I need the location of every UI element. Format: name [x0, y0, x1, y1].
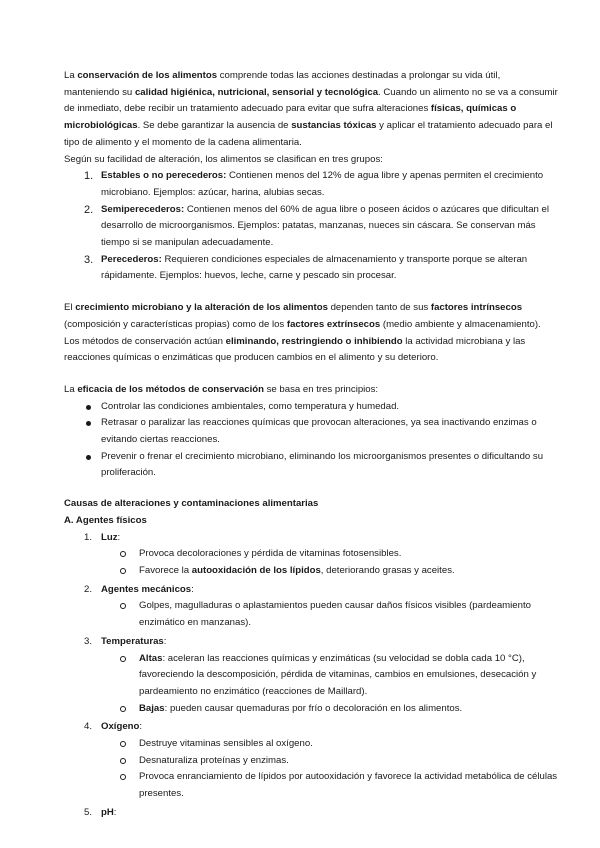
- growth-paragraph: El crecimiento microbiano y la alteración de los alimentos dependen tanto de sus factores intrínsecos (composición y características propias) como de los factores extrínsecos (medio ambiente y almacenamiento). Los métodos de conservación actúan eliminando, restringiendo o inhibiendo la actividad microbiana y las reacciones químicas o enzimáticas que producen cambios en el alimento y su deterioro.: [64, 302, 541, 364]
- effect-item: Bajas: pueden causar quemaduras por frío o decoloración en los alimentos.: [64, 701, 558, 718]
- principles-list: [64, 399, 558, 483]
- effect-item: Desnaturaliza proteínas y enzimas.: [64, 753, 558, 770]
- oxygen-effects: [64, 736, 558, 803]
- principle-item: Retrasar o paralizar las reacciones químicas que provocan alteraciones, ya sea inactivando enzimas o evitando ciertas reacciones.: [64, 415, 558, 448]
- cause-temperature: 3. Temperaturas:: [84, 635, 167, 647]
- perishability-groups: [64, 168, 558, 285]
- group-item: 3. Perecederos: Requieren condiciones especiales de almacenamiento y transporte porque se alteran rápidamente. Ejemplos: huevos, leche, carne y pescado sin procesar.: [84, 253, 528, 282]
- principle-item: Prevenir o frenar el crecimiento microbiano, eliminando los microorganismos presentes o dificultando su proliferación.: [64, 449, 558, 482]
- intro-paragraph: La conservación de los alimentos comprende todas las acciones destinadas a prolongar su vida útil, manteniendo su calidad higiénica, nutricional, sensorial y tecnológica. Cuando un alimento no se va a consumir de inmediato, debe recibir un tratamiento adecuado para evitar que sufra alteraciones físicas, químicas o microbiológicas. Se debe garantizar la ausencia de sustancias tóxicas y aplicar el tratamiento adecuado para el tipo de alimento y el momento de la cadena alimentaria.: [64, 70, 558, 148]
- efficacy-intro: La eficacia de los métodos de conservación se basa en tres principios:: [64, 383, 379, 395]
- circle-bullet-icon: [120, 551, 126, 557]
- circle-bullet-icon: [120, 758, 126, 764]
- circle-bullet-icon: [120, 603, 126, 609]
- bullet-icon: [86, 405, 91, 410]
- cause-mechanical: 2. Agentes mecánicos:: [84, 583, 194, 595]
- bullet-icon: [86, 421, 91, 426]
- effect-item: Provoca enranciamiento de lípidos por autooxidación y favorece la actividad metabólica de células presentes.: [64, 769, 558, 802]
- effect-item: Destruye vitaminas sensibles al oxígeno.: [64, 736, 558, 753]
- circle-bullet-icon: [120, 741, 126, 747]
- circle-bullet-icon: [120, 706, 126, 712]
- group-item: 2. Semiperecederos: Contienen menos del 60% de agua libre o poseen ácidos o azúcares que dificultan el desarrollo de microorganismos. Ejemplos: patatas, manzanas, nueces sin cáscara. Se conservan más tiempo si se manipulan adecuadamente.: [84, 203, 549, 249]
- principle-item: Controlar las condiciones ambientales, como temperatura y humedad.: [64, 399, 558, 416]
- circle-bullet-icon: [120, 568, 126, 574]
- cause-oxygen: 4. Oxígeno:: [84, 721, 143, 733]
- effect-item: Golpes, magulladuras o aplastamientos pueden causar daños físicos visibles (pardeamiento enzimático en manzanas).: [64, 598, 558, 631]
- light-effects: [64, 546, 558, 579]
- physical-agents-heading: A. Agentes físicos: [64, 514, 147, 526]
- bullet-icon: [86, 455, 91, 460]
- cause-ph: 5. pH:: [84, 806, 117, 818]
- effect-item: Altas: aceleran las reacciones químicas y enzimáticas (su velocidad se dobla cada 10 °C), favoreciendo la descomposición, pérdida de vitaminas, cambios en emulsiones, desecación y pardeamiento no enzimático (reacciones de Maillard).: [64, 651, 558, 701]
- circle-bullet-icon: [120, 774, 126, 780]
- group-item: 1. Estables o no perecederos: Contienen menos del 12% de agua libre y apenas permiten el crecimiento microbiano. Ejemplos: azúcar, harina, alubias secas.: [84, 170, 544, 198]
- effect-item: Favorece la autooxidación de los lípidos, deteriorando grasas y aceites.: [64, 563, 558, 580]
- mechanical-effects: [64, 598, 558, 631]
- circle-bullet-icon: [120, 656, 126, 662]
- document-body: [64, 68, 558, 822]
- classify-sentence: Según su facilidad de alteración, los alimentos se clasifican en tres grupos:: [64, 153, 383, 165]
- causes-heading: Causas de alteraciones y contaminaciones alimentarias: [64, 498, 319, 510]
- effect-item: Provoca decoloraciones y pérdida de vitaminas fotosensibles.: [64, 546, 558, 563]
- cause-light: 1. Luz:: [84, 531, 121, 543]
- temperature-effects: [64, 651, 558, 718]
